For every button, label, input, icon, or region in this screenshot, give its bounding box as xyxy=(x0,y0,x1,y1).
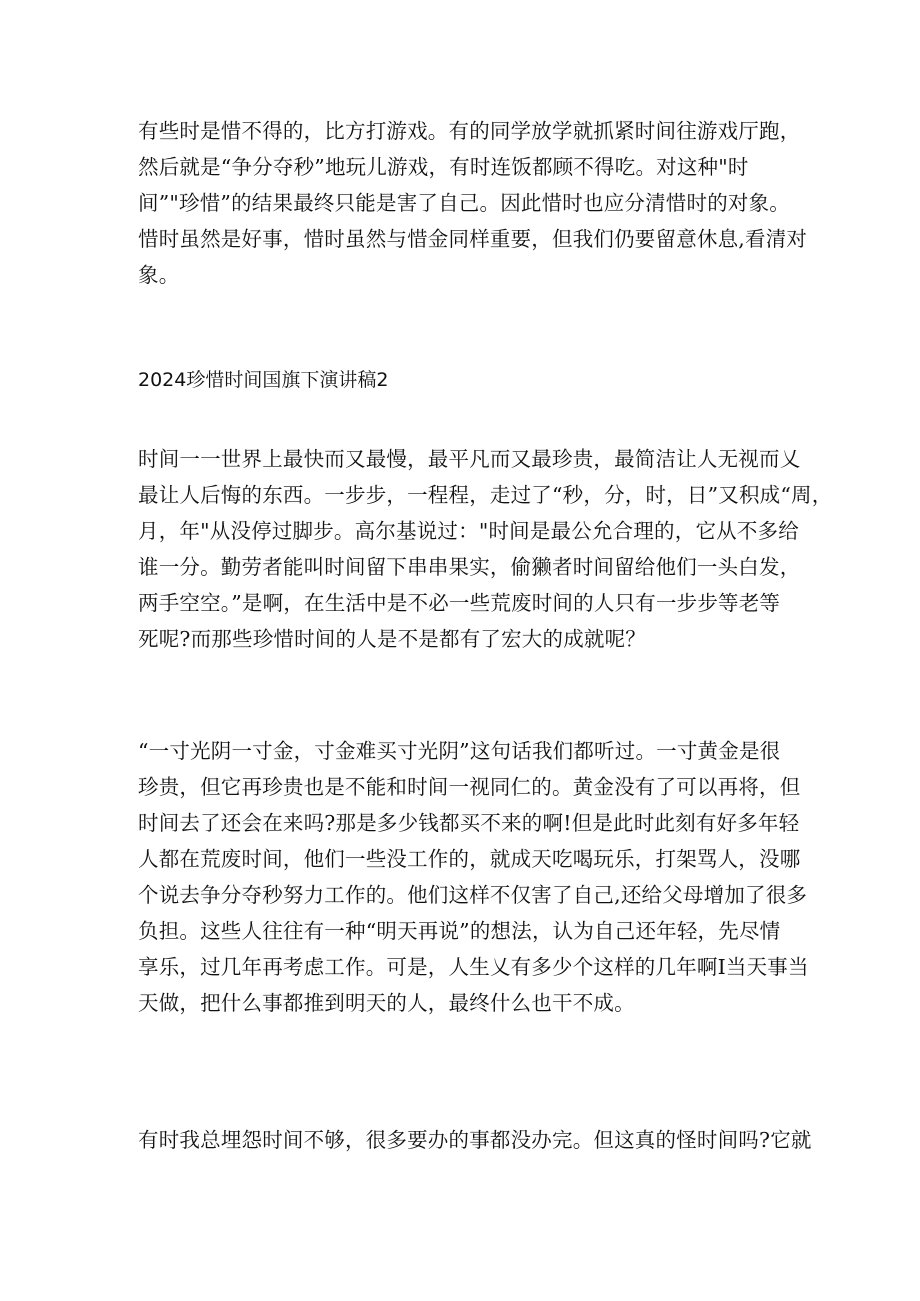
text-line: 间”"珍惜”的结果最终只能是害了自己。因此惜时也应分清惜时的对象。 xyxy=(138,191,790,215)
text-line: 谁一分。勤劳者能叫时间留下串串果实，偷獭者时间留给他们一头白发， xyxy=(138,555,801,579)
paragraph-time-definition xyxy=(138,441,833,657)
paragraph-complaint xyxy=(138,1122,812,1158)
text-line: 珍贵，但它再珍贵也是不能和时间一视同仁的。黄金没有了可以再将，但 xyxy=(138,775,801,799)
text-line: 天做，把什么事都推到明天的人，最终什么也干不成。 xyxy=(138,991,635,1015)
text-line: 象。 xyxy=(138,263,180,287)
text-line: 时间去了还会在来吗?那是多少钱都买不来的啊!但是此时此刻有好多年轻 xyxy=(138,811,800,835)
paragraph-intro xyxy=(138,113,808,293)
paragraph-proverb xyxy=(138,733,809,1021)
text-line: 时间一一世界上最快而又最慢，最平凡而又最珍贵，最简洁让人无视而乂 xyxy=(138,447,801,471)
text-line: 死呢?而那些珍惜时间的人是不是都有了宏大的成就呢？ xyxy=(138,627,646,651)
text-line: 负担。这些人往往有一种“明天再说”的想法，认为自己还年轻，先尽情 xyxy=(138,919,781,943)
text-line: 享乐，过几年再考虑工作。可是，人生乂有多少个这样的几年啊I当天事当 xyxy=(138,955,809,979)
text-line: 最让人后悔的东西。一步步，一程程，走过了“秒，分，时，日”又积成“周， xyxy=(138,483,833,507)
text-line: 个说去争分夺秒努力工作的。他们这样不仅害了自己,还给父母增加了很多 xyxy=(138,883,808,907)
text-line: “一寸光阴一寸金，寸金难买寸光阴”这句话我们都听过。一寸黄金是很 xyxy=(138,739,781,763)
text-line: 月，年"从没停过脚步。高尔基说过："时间是最公允合理的，它从不多给 xyxy=(138,519,799,543)
text-line: 两手空空。”是啊，在生活中是不必一些荒废时间的人只有一步步等老等 xyxy=(138,591,781,615)
text-line: 有些时是惜不得的，比方打游戏。有的同学放学就抓紧时间往游戏厅跑， xyxy=(138,119,801,143)
section-heading: 2024珍惜时间国旗下演讲稿2 xyxy=(138,369,389,391)
text-line: 然后就是“争分夺秒”地玩儿游戏，有时连饭都顾不得吃。对这种"时 xyxy=(138,155,749,179)
text-line: 惜时虽然是好事，惜时虽然与惜金同样重要，但我们仍要留意休息,看清对 xyxy=(138,227,808,251)
text-line: 有时我总埋怨时间不够，很多要办的事都没办完。但这真的怪时间吗?它就 xyxy=(138,1128,812,1152)
text-line: 人都在荒废时间，他们一些没工作的，就成天吃喝玩乐，打架骂人，没哪 xyxy=(138,847,801,871)
